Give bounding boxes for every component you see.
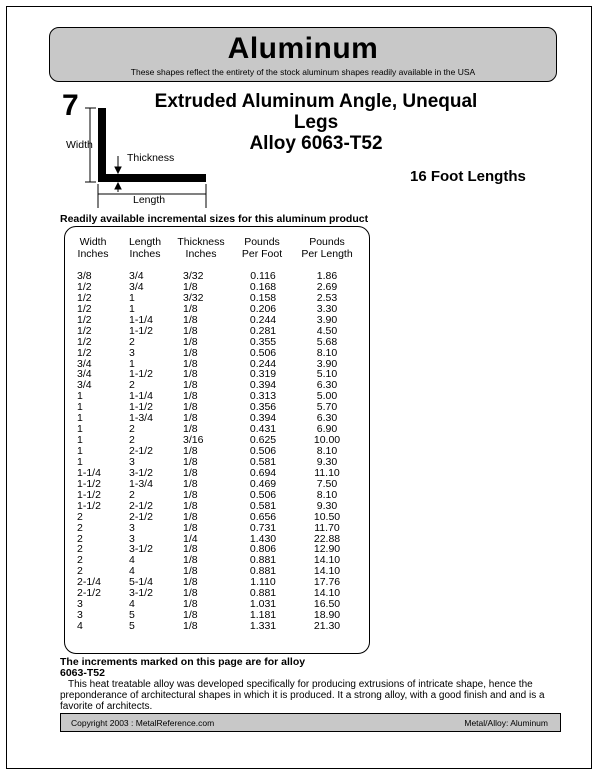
table-cell-thickness: 1/8 <box>183 379 198 392</box>
table-cell-width: 1/2 <box>77 280 92 293</box>
table-cell-length: 3-1/2 <box>129 466 153 479</box>
table-cell-width: 3/4 <box>77 357 92 370</box>
table-cell-length: 1-1/4 <box>129 390 153 403</box>
table-cell-length: 3-1/2 <box>129 587 153 600</box>
column-per-foot <box>243 271 283 632</box>
column-width <box>77 271 121 632</box>
table-cell-length: 2 <box>129 379 135 392</box>
length-label: Length <box>133 194 166 206</box>
table-cell-width: 1 <box>77 390 83 403</box>
table-cell-thickness: 1/8 <box>183 609 198 622</box>
table-cell-ppf: 0.881 <box>249 554 277 567</box>
table-cell-thickness: 1/8 <box>183 477 198 490</box>
table-cell-length: 1-1/2 <box>129 324 153 337</box>
table-cell-ppf: 1.031 <box>249 598 277 611</box>
table-cell-width: 1-1/2 <box>77 499 101 512</box>
table-cell-thickness: 1/8 <box>183 390 198 403</box>
table-cell-thickness: 1/8 <box>183 554 198 567</box>
table-cell-length: 5-1/4 <box>129 576 153 589</box>
table-cell-width: 2-1/2 <box>77 587 101 600</box>
stock-lengths: 16 Foot Lengths <box>410 168 526 185</box>
page-subtitle: These shapes reflect the entirety of the stock aluminum shapes readily available in the USA <box>130 67 476 77</box>
table-cell-thickness: 1/8 <box>183 368 198 381</box>
table-cell-ppf: 0.356 <box>249 401 277 414</box>
table-cell-ppl: 12.90 <box>313 543 341 556</box>
table-cell-length: 2 <box>129 434 135 447</box>
table-cell-ppl: 6.30 <box>316 412 338 425</box>
width-label: Width <box>66 139 93 151</box>
table-cell-thickness: 1/8 <box>183 357 198 370</box>
footer-copyright: Copyright 2003 : MetalReference.com <box>71 718 215 728</box>
table-cell-length: 3/4 <box>129 270 144 282</box>
table-cell-width: 1-1/4 <box>77 466 101 479</box>
table-cell-length: 3 <box>129 521 135 534</box>
table-cell-thickness: 1/8 <box>183 280 198 293</box>
table-cell-ppf: 0.881 <box>249 565 277 578</box>
table-cell-ppl: 4.50 <box>316 324 338 337</box>
table-cell-ppf: 0.506 <box>249 346 277 359</box>
table-cell-ppf: 0.244 <box>249 357 277 370</box>
table-cell-thickness: 1/8 <box>183 423 198 436</box>
table-cell-width: 3 <box>77 609 83 622</box>
footer-category: Metal/Alloy: Aluminum <box>464 718 548 728</box>
table-cell-width: 3/8 <box>77 270 92 282</box>
header-width-line2: Inches <box>77 248 109 260</box>
table-cell-thickness: 1/8 <box>183 313 198 326</box>
table-cell-thickness: 1/4 <box>183 532 198 545</box>
table-cell-thickness: 1/8 <box>183 521 198 534</box>
table-cell-thickness: 1/8 <box>183 499 198 512</box>
table-cell-width: 1/2 <box>77 335 92 348</box>
table-cell-width: 3/4 <box>77 379 92 392</box>
column-thickness <box>183 271 227 632</box>
table-cell-ppf: 0.469 <box>249 477 277 490</box>
sizes-table <box>64 226 370 654</box>
table-cell-width: 2-1/4 <box>77 576 101 589</box>
table-cell-ppl: 6.30 <box>316 379 338 392</box>
header-per-length-line2: Per Length <box>301 248 353 260</box>
table-cell-length: 1-3/4 <box>129 477 153 490</box>
page-title: Aluminum <box>227 32 379 65</box>
table-cell-ppf: 0.581 <box>249 455 277 468</box>
product-title-line1: Extruded Aluminum Angle, Unequal <box>154 91 478 112</box>
alloy-note-title-line2: 6063-T52 <box>60 667 105 679</box>
header-banner <box>49 27 557 82</box>
table-cell-ppf: 0.625 <box>249 434 277 447</box>
table-cell-length: 3 <box>129 455 135 468</box>
table-cell-ppf: 0.581 <box>249 499 277 512</box>
table-cell-ppf: 0.806 <box>249 543 277 556</box>
table-cell-ppf: 0.731 <box>249 521 277 534</box>
table-cell-length: 5 <box>129 609 135 622</box>
table-cell-ppl: 6.90 <box>316 423 338 436</box>
table-cell-thickness: 1/8 <box>183 445 198 457</box>
table-cell-length: 1 <box>129 291 135 304</box>
column-per-length <box>305 271 349 632</box>
header-per-foot <box>235 236 289 260</box>
table-cell-width: 2 <box>77 521 83 534</box>
table-cell-thickness: 1/8 <box>183 543 198 556</box>
table-cell-width: 3 <box>77 598 83 611</box>
table-cell-length: 1-3/4 <box>129 412 153 425</box>
table-cell-length: 5 <box>129 620 135 632</box>
table-cell-length: 3 <box>129 532 135 545</box>
thickness-label: Thickness <box>127 152 175 164</box>
table-cell-thickness: 1/8 <box>183 598 198 611</box>
table-cell-thickness: 1/8 <box>183 346 198 359</box>
table-cell-ppl: 5.68 <box>316 335 338 348</box>
table-cell-ppf: 0.281 <box>249 324 277 337</box>
table-cell-width: 1-1/2 <box>77 488 101 501</box>
table-cell-ppl: 9.30 <box>316 499 338 512</box>
table-cell-ppl: 1.86 <box>316 270 338 282</box>
table-cell-thickness: 1/8 <box>183 335 198 348</box>
table-cell-ppl: 8.10 <box>316 445 338 457</box>
table-cell-width: 4 <box>77 620 83 632</box>
table-cell-thickness: 1/8 <box>183 565 198 578</box>
table-cell-length: 2-1/2 <box>129 445 153 457</box>
table-cell-ppf: 1.430 <box>249 532 277 545</box>
table-cell-length: 1-1/2 <box>129 401 153 414</box>
angle-profile-shape <box>98 108 206 182</box>
table-cell-ppl: 3.30 <box>316 302 338 315</box>
table-cell-ppl: 17.76 <box>313 576 341 589</box>
table-cell-thickness: 1/8 <box>183 488 198 501</box>
table-cell-width: 1 <box>77 445 83 457</box>
header-length <box>119 236 171 260</box>
header-per-length-line1: Pounds <box>309 236 345 248</box>
table-cell-ppf: 0.431 <box>249 423 277 436</box>
table-cell-thickness: 1/8 <box>183 401 198 414</box>
table-cell-ppl: 8.10 <box>316 488 338 501</box>
table-cell-ppf: 0.394 <box>249 379 277 392</box>
table-cell-thickness: 3/16 <box>183 434 204 447</box>
table-cell-ppl: 2.69 <box>316 280 338 293</box>
table-cell-length: 2-1/2 <box>129 510 153 523</box>
header-per-foot-line1: Pounds <box>244 236 280 248</box>
table-cell-thickness: 1/8 <box>183 324 198 337</box>
table-cell-ppl: 5.00 <box>316 390 338 403</box>
table-cell-thickness: 1/8 <box>183 576 198 589</box>
table-cell-width: 2 <box>77 510 83 523</box>
table-cell-ppf: 0.881 <box>249 587 277 600</box>
table-cell-ppf: 0.506 <box>249 445 277 457</box>
table-cell-ppl: 8.10 <box>316 346 338 359</box>
table-cell-thickness: 1/8 <box>183 587 198 600</box>
table-cell-thickness: 1/8 <box>183 302 198 315</box>
table-cell-width: 1 <box>77 455 83 468</box>
header-length-line1: Length <box>128 236 162 248</box>
table-cell-length: 2 <box>129 335 135 348</box>
table-cell-ppl: 9.30 <box>316 455 338 468</box>
table-cell-length: 2 <box>129 488 135 501</box>
table-cell-length: 1-1/4 <box>129 313 153 326</box>
table-cell-ppl: 10.00 <box>313 434 341 447</box>
table-cell-width: 1 <box>77 401 83 414</box>
table-cell-ppl: 3.90 <box>316 357 338 370</box>
table-cell-width: 1-1/2 <box>77 477 101 490</box>
header-per-foot-line2: Per Foot <box>241 248 283 260</box>
table-cell-ppf: 0.694 <box>249 466 277 479</box>
table-cell-width: 1/2 <box>77 291 92 304</box>
table-cell-ppl: 18.90 <box>313 609 341 622</box>
table-cell-length: 3 <box>129 346 135 359</box>
table-cell-ppf: 0.158 <box>249 291 277 304</box>
table-cell-ppl: 3.90 <box>316 313 338 326</box>
table-cell-width: 1 <box>77 434 83 447</box>
alloy-note-title-line1: The increments marked on this page are for alloy <box>60 656 306 668</box>
table-cell-ppf: 0.244 <box>249 313 277 326</box>
table-cell-width: 2 <box>77 554 83 567</box>
table-cell-length: 1 <box>129 302 135 315</box>
table-cell-thickness: 1/8 <box>183 620 198 632</box>
table-cell-thickness: 1/8 <box>183 455 198 468</box>
table-cell-length: 2 <box>129 423 135 436</box>
table-cell-ppf: 0.355 <box>249 335 277 348</box>
table-cell-width: 1 <box>77 412 83 425</box>
table-cell-ppl: 5.10 <box>316 368 338 381</box>
table-cell-ppf: 0.394 <box>249 412 277 425</box>
table-cell-ppf: 1.110 <box>250 576 276 589</box>
table-cell-width: 1/2 <box>77 346 92 359</box>
table-cell-width: 1/2 <box>77 324 92 337</box>
table-cell-ppl: 14.10 <box>313 554 341 567</box>
table-cell-length: 2-1/2 <box>129 499 153 512</box>
table-cell-ppl: 22.88 <box>313 532 341 545</box>
header-length-line2: Inches <box>129 248 161 260</box>
column-length <box>129 271 173 632</box>
table-cell-ppl: 11.10 <box>314 466 340 479</box>
table-cell-ppl: 7.50 <box>316 477 338 490</box>
table-cell-ppf: 1.181 <box>249 609 277 622</box>
alloy-description: This heat treatable alloy was developed specifically for producing extrusions of intricate shape, hence the preponderance of architectural shapes in which it is produced. It a strong alloy, with a good finish and and is a favorite of architects. <box>60 679 545 712</box>
table-cell-thickness: 3/32 <box>183 270 204 282</box>
table-cell-ppl: 5.70 <box>316 401 338 414</box>
table-cell-length: 3-1/2 <box>129 543 153 556</box>
table-cell-thickness: 3/32 <box>183 291 204 304</box>
table-cell-ppf: 1.331 <box>249 620 277 632</box>
table-cell-width: 2 <box>77 565 83 578</box>
header-thickness <box>169 236 233 260</box>
table-cell-width: 1 <box>77 423 83 436</box>
table-cell-thickness: 1/8 <box>183 466 198 479</box>
table-cell-ppl: 21.30 <box>313 620 341 632</box>
table-cell-ppf: 0.168 <box>249 280 277 293</box>
table-cell-ppl: 11.70 <box>314 521 340 534</box>
table-cell-ppf: 0.319 <box>249 368 277 381</box>
table-cell-ppf: 0.656 <box>249 510 277 523</box>
table-cell-width: 3/4 <box>77 368 92 381</box>
table-cell-ppf: 0.506 <box>249 488 277 501</box>
table-heading: Readily available incremental sizes for this aluminum product <box>60 213 369 225</box>
table-cell-width: 2 <box>77 532 83 545</box>
table-cell-thickness: 1/8 <box>183 510 198 523</box>
table-cell-ppl: 10.50 <box>313 510 341 523</box>
table-cell-width: 1/2 <box>77 313 92 326</box>
table-cell-ppl: 16.50 <box>313 598 341 611</box>
table-cell-ppf: 0.116 <box>250 270 276 282</box>
table-cell-length: 1-1/2 <box>129 368 153 381</box>
table-cell-length: 4 <box>129 554 135 567</box>
header-thickness-line2: Inches <box>185 248 217 260</box>
table-cell-length: 1 <box>129 357 135 370</box>
table-cell-width: 2 <box>77 543 83 556</box>
table-cell-ppl: 2.53 <box>316 291 338 304</box>
table-cell-length: 4 <box>129 565 135 578</box>
table-cell-ppl: 14.10 <box>313 565 341 578</box>
header-per-length <box>297 236 357 260</box>
table-cell-ppl: 14.10 <box>313 587 341 600</box>
header-thickness-line1: Thickness <box>177 236 225 248</box>
product-title-line3: Alloy 6063-T52 <box>249 133 383 154</box>
header-width <box>67 236 119 260</box>
table-cell-thickness: 1/8 <box>183 412 198 425</box>
footer-bar <box>60 713 561 732</box>
item-number: 7 <box>62 89 79 122</box>
product-title-line2: Legs <box>293 112 339 133</box>
table-cell-ppf: 0.206 <box>249 302 277 315</box>
alloy-note-title <box>60 657 305 679</box>
table-cell-ppf: 0.313 <box>249 390 277 403</box>
table-cell-length: 4 <box>129 598 135 611</box>
table-cell-length: 3/4 <box>129 280 144 293</box>
table-cell-width: 1/2 <box>77 302 92 315</box>
header-width-line1: Width <box>79 236 107 248</box>
